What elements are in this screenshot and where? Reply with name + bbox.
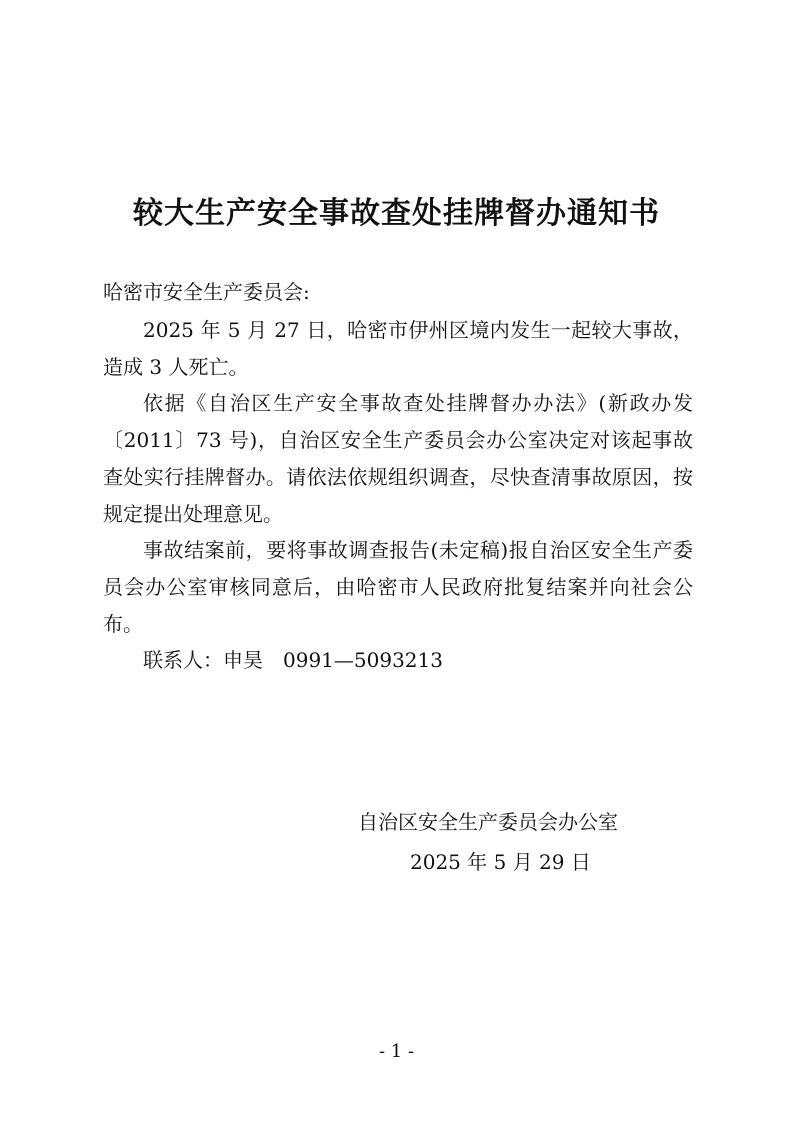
paragraph-closure-requirement: 事故结案前，要将事故调查报告(未定稿)报自治区安全生产委员会办公室审核同意后，由哈密市人民政府批复结案并向社会公布。 — [103, 538, 693, 636]
paragraph-accident-summary: 2025 年 5 月 27 日，哈密市伊州区境内发生一起较大事故，造成 3 人死亡。 — [103, 318, 693, 379]
document-body — [103, 312, 693, 679]
addressee: 哈密市安全生产委员会: — [103, 280, 310, 304]
page-number: - 1 - — [378, 1041, 415, 1062]
paragraph-contact: 联系人：申昊 0991—5093213 — [143, 648, 443, 673]
document-title: 较大生产安全事故查处挂牌督办通知书 — [133, 196, 660, 231]
paragraph-supervision-basis: 依据《自治区生产安全事故查处挂牌督办办法》(新政办发〔2011〕73 号)，自治区安全生产委员会办公室决定对该起事故查处实行挂牌督办。请依法依规组织调查，尽快查清事故原因，按规定提出处理意见。 — [103, 391, 693, 526]
signature-organization: 自治区安全生产委员会办公室 — [358, 810, 618, 834]
signature-date: 2025 年 5 月 29 日 — [410, 850, 591, 874]
